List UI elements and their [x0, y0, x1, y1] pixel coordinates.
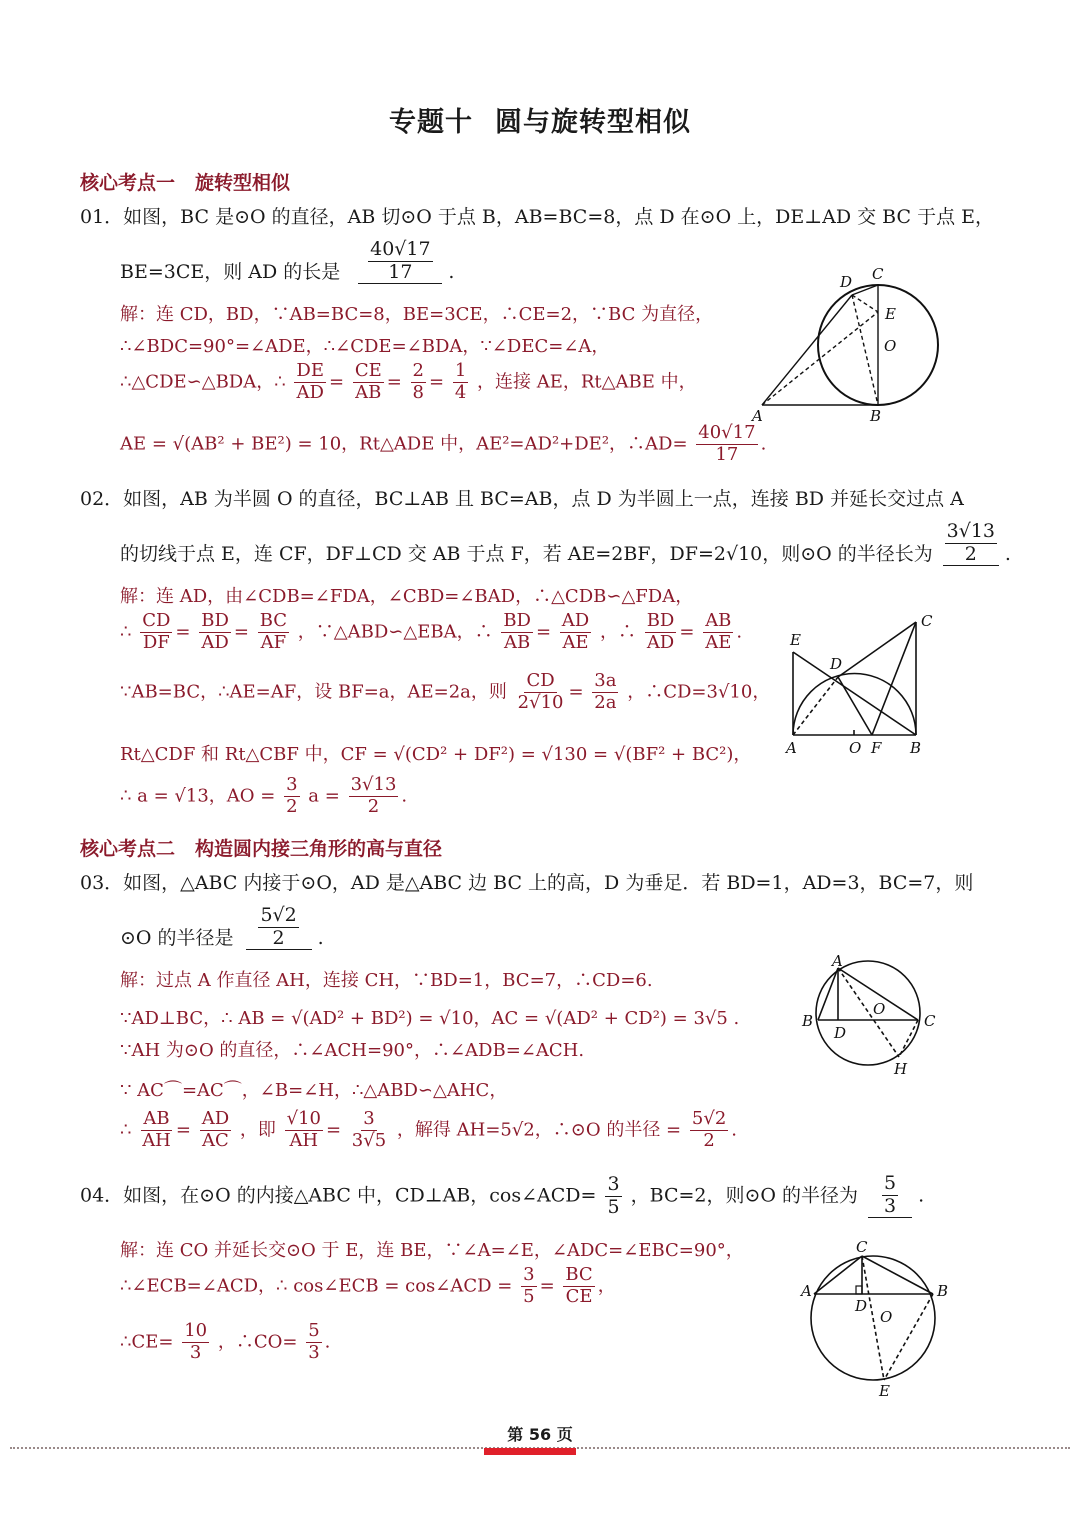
- solution-2-line-3: ∵AB=BC，∴AE=AF，设 BF=a，AE=2a，则 $\frac{CD}{2√10}$ = $\frac{3a}{2a}$ ，∴CD=3√10，: [120, 670, 771, 713]
- fig2-label-f: F: [871, 739, 882, 757]
- fig2-label-d: D: [830, 655, 843, 673]
- fig1-label-e: E: [885, 305, 896, 323]
- figure-3: [798, 950, 948, 1080]
- title-name: 圆与旋转型相似: [495, 107, 691, 138]
- fig3-label-h: H: [894, 1060, 908, 1078]
- fig3-label-d: D: [834, 1024, 847, 1042]
- solution-4-line-3: ∴CE= $\frac{10}{3}$ ，∴CO= $\frac{5}{3}$ .: [120, 1320, 331, 1363]
- figure-2: [780, 610, 940, 760]
- solution-1-line-1: 解：连 CD，BD，∵AB=BC=8，BE=3CE，∴CE=2，∵BC 为直径，: [120, 304, 714, 325]
- page-title: [0, 100, 1080, 139]
- solution-3-line-5: ∴ $\frac{AB}{AH}$ = $\frac{AD}{AC}$ ，即 $\frac{√10}{AH}$ = $\frac{3}{3√5}$ ，解得 AH=5√2，∴⊙O 的半径 = $\frac{5√2}{2}$ .: [120, 1108, 737, 1151]
- problem-2-text-2: 的切线于点 E，连 CF，DF⊥CD 交 AB 于点 F，若 AE=2BF，DF=2√10，则⊙O 的半径长为 $\frac{3√13}{2}$ .: [120, 520, 1011, 565]
- fig1-label-d: D: [840, 273, 853, 291]
- fig1-label-c: C: [872, 265, 884, 283]
- problem-3-text: 03．如图，△ABC 内接于⊙O，AD 是△ABC 边 BC 上的高，D 为垂足．若 BD=1，AD=3，BC=7，则: [80, 872, 974, 894]
- answer-blank: $\frac{40√17}{17}$: [358, 240, 442, 284]
- solution-3-line-1: 解：过点 A 作直径 AH，连接 CH，∵BD=1，BC=7，∴CD=6.: [120, 970, 653, 991]
- fig2-label-e: E: [790, 631, 801, 649]
- figure-4: [798, 1238, 948, 1403]
- fig4-label-c: C: [856, 1238, 868, 1256]
- fig4-label-b: B: [937, 1282, 948, 1300]
- solution-3-line-4: ∵ AC⌒=AC⌒，∠B=∠H，∴△ABD∽△AHC，: [120, 1080, 508, 1101]
- solution-2-line-2: ∴ $\frac{CD}{DF}$ = $\frac{BD}{AD}$ = $\frac{BC}{AF}$ ，∵△ABD∽△EBA，∴ $\frac{BD}{AB}$ = $\frac{AD}{AE}$ ，∴ $\frac{BD}{AD}$ = $\frac{AB}{AE}$ .: [120, 610, 743, 653]
- solution-4-line-2: ∴∠ECB=∠ACD，∴ cos∠ECB = cos∠ACD = $\frac{3}{5}$ = $\frac{BC}{CE}$ ，: [120, 1264, 616, 1307]
- footer-accent-bar: [484, 1448, 576, 1455]
- fig2-label-b: B: [910, 739, 922, 757]
- solution-1-line-4: AE = √(AB² + BE²) = 10，Rt△ADE 中，AE²=AD²+DE²，∴AD= $\frac{40√17}{17}$ .: [120, 422, 767, 465]
- section-heading-2: 核心考点二 构造圆内接三角形的高与直径: [80, 838, 443, 860]
- solution-3-line-3: ∵AH 为⊙O 的直径，∴∠ACH=90°，∴∠ADB=∠ACH.: [120, 1040, 585, 1061]
- fig1-label-o: O: [884, 337, 897, 355]
- solution-2-line-1: 解：连 AD，由∠CDB=∠FDA，∠CBD=∠BAD，∴△CDB∽△FDA，: [120, 586, 694, 607]
- problem-3-text-2: ⊙O 的半径是 $\frac{5√2}{2}$ .: [120, 904, 324, 949]
- fig4-label-e: E: [879, 1382, 890, 1400]
- fig4-label-o: O: [880, 1308, 893, 1326]
- fig3-label-a: A: [832, 952, 843, 970]
- fig2-label-c: C: [921, 612, 933, 630]
- problem-2-text: 02．如图，AB 为半圆 O 的直径，BC⊥AB 且 BC=AB，点 D 为半圆上一点，连接 BD 并延长交过点 A: [80, 488, 964, 510]
- fig3-label-b: B: [802, 1012, 814, 1030]
- problem-4-text: 04．如图，在⊙O 的内接△ABC 中，CD⊥AB，cos∠ACD= $\frac{3}{5}$ ，BC=2，则⊙O 的半径为 $\frac{5}{3}$ .: [80, 1172, 925, 1218]
- solution-1-line-3: ∴△CDE∽△BDA，∴ $\frac{DE}{AD}$ = $\frac{CE}{AB}$ = $\frac{2}{8}$ = $\frac{1}{4}$ ，连接 AE，Rt△ABE 中，: [120, 360, 697, 403]
- fig3-label-c: C: [924, 1012, 936, 1030]
- fig3-label-o: O: [873, 1000, 886, 1018]
- fig2-label-o: O: [849, 739, 862, 757]
- solution-2-line-5: ∴ a = √13，AO = $\frac{3}{2}$ a = $\frac{3√13}{2}$ .: [120, 774, 408, 817]
- page-number: 第 56 页: [507, 1425, 573, 1444]
- solution-3-line-2: ∵AD⊥BC，∴ AB = √(AD² + BD²) = √10，AC = √(AD² + CD²) = 3√5 .: [120, 1008, 740, 1029]
- section-heading-1: 核心考点一 旋转型相似: [80, 172, 291, 194]
- fig4-label-a: A: [801, 1282, 812, 1300]
- solution-4-line-1: 解：连 CO 并延长交⊙O 于 E，连 BE，∵∠A=∠E，∠ADC=∠EBC=90°，: [120, 1240, 744, 1261]
- problem-1-text-2: BE=3CE，则 AD 的长是 $\frac{40√17}{17}$ .: [120, 238, 455, 283]
- fig4-label-d: D: [855, 1297, 868, 1315]
- fig1-label-b: B: [870, 407, 882, 425]
- fig2-label-a: A: [786, 739, 797, 757]
- figure-1: [750, 262, 950, 427]
- answer-blank: $\frac{5√2}{2}$: [246, 906, 312, 950]
- problem-1-text: 01．如图，BC 是⊙O 的直径，AB 切⊙O 于点 B，AB=BC=8，点 D 在⊙O 上，DE⊥AD 交 BC 于点 E，: [80, 206, 994, 228]
- fig1-label-a: A: [752, 407, 763, 425]
- solution-1-line-2: ∴∠BDC=90°=∠ADE，∴∠CDE=∠BDA，∵∠DEC=∠A，: [120, 336, 610, 357]
- answer-blank: $\frac{3√13}{2}$: [943, 522, 999, 566]
- title-topic: 专题十: [389, 107, 473, 138]
- answer-blank: $\frac{5}{3}$: [868, 1174, 912, 1218]
- solution-2-line-4: Rt△CDF 和 Rt△CBF 中，CF = √(CD² + DF²) = √130 = √(BF² + BC²)，: [120, 744, 752, 765]
